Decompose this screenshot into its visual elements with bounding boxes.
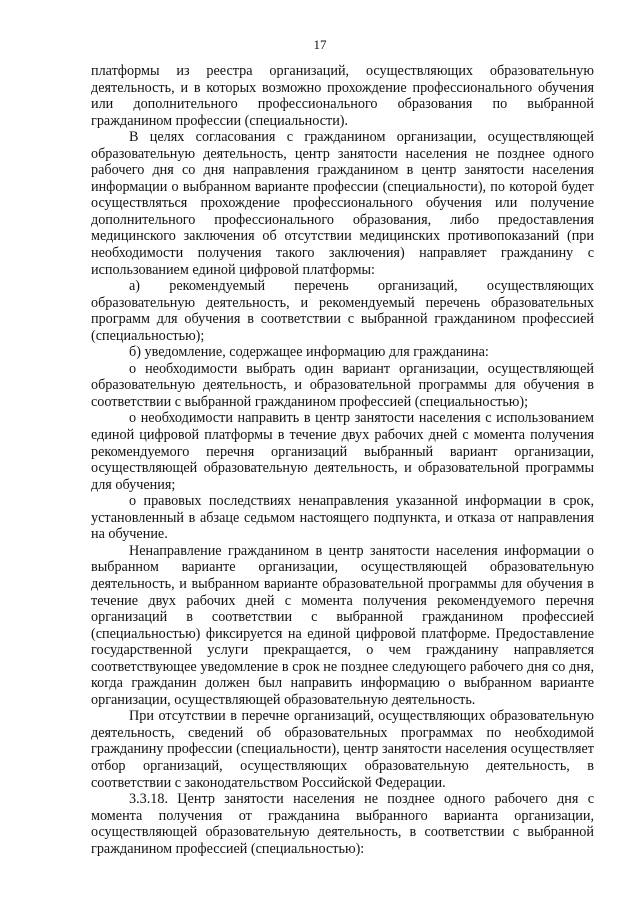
paragraph-send-option: о необходимости направить в центр занятости населения с использованием единой цифровой платформы в течение двух рабочих дней с момента получения рекомендуемого перечня организаций выбранный вариант организации, осуществляющей образовательную деятельность, и образовательной программы для обучения; xyxy=(91,410,594,493)
paragraph-coordination: В целях согласования с гражданином организации, осуществляющей образовательную деятельность, центр занятости населения не позднее одного рабочего дня со дня направления гражданином в центр занятости населения информации о выбранном варианте профессии (специальности), по которой будет осуществляться прохождение профессионального обучения или получение дополнительного профессионального образования, либо предоставления медицинского заключения об отсутствии медицинских противопоказаний (при необходимости получения такого заключения) направляет гражданину с использованием единой цифровой платформы: xyxy=(91,129,594,278)
paragraph-item-b: б) уведомление, содержащее информацию для гражданина: xyxy=(129,344,489,361)
paragraph-clause-3-3-18: 3.3.18. Центр занятости населения не позднее одного рабочего дня с момента получения от гражданина выбранного варианта организации, осуществляющей образовательную деятельность, в соответствии с выбранной гражданином профессией (специальностью): xyxy=(91,791,594,857)
paragraph-choose-option: о необходимости выбрать один вариант организации, осуществляющей образовательную деятельность, и образовательной программы для обучения в соответствии с выбранной гражданином профессией (специальностью); xyxy=(91,360,594,410)
paragraph-legal-consequences: о правовых последствиях ненаправления указанной информации в срок, установленный в абзаце седьмом настоящего подпункта, и отказа от направления на обучение. xyxy=(91,493,594,543)
paragraph-non-submission: Ненаправление гражданином в центр занятости населения информации о выбранном варианте организации, осуществляющей образовательную деятельность, и выбранном варианте образовательной программы для обучения в течение двух рабочих дней с момента получения рекомендуемого перечня организаций в соответствии с выбранной гражданином профессией (специальностью) фиксируется на единой цифровой платформе. Предоставление государственной услуги прекращается, о чем гражданину направляется соответствующее уведомление в срок не позднее следующего рабочего дня со дня, когда гражданин должен был направить информацию о выбранном варианте организации, осуществляющей образовательную деятельность. xyxy=(91,542,594,708)
paragraph-continuation: платформы из реестра организаций, осуществляющих образовательную деятельность, и в которых возможно прохождение профессионального обучения или дополнительного профессионального образования по выбранной гражданином профессии (специальности). xyxy=(91,63,594,129)
paragraph-item-a: а) рекомендуемый перечень организаций, осуществляющих образовательную деятельность, и рекомендуемый перечень образовательных программ для обучения в соответствии с выбранной гражданином профессией (специальностью); xyxy=(91,278,594,344)
document-body xyxy=(91,63,594,857)
paragraph-absence-in-list: При отсутствии в перечне организаций, осуществляющих образовательную деятельность, сведений об образовательных программах по необходимой гражданину профессии (специальности), центр занятости населения осуществляет отбор организаций, осуществляющих образовательную деятельность, в соответствии с законодательством Российской Федерации. xyxy=(91,708,594,791)
page-number: 17 xyxy=(313,37,327,52)
